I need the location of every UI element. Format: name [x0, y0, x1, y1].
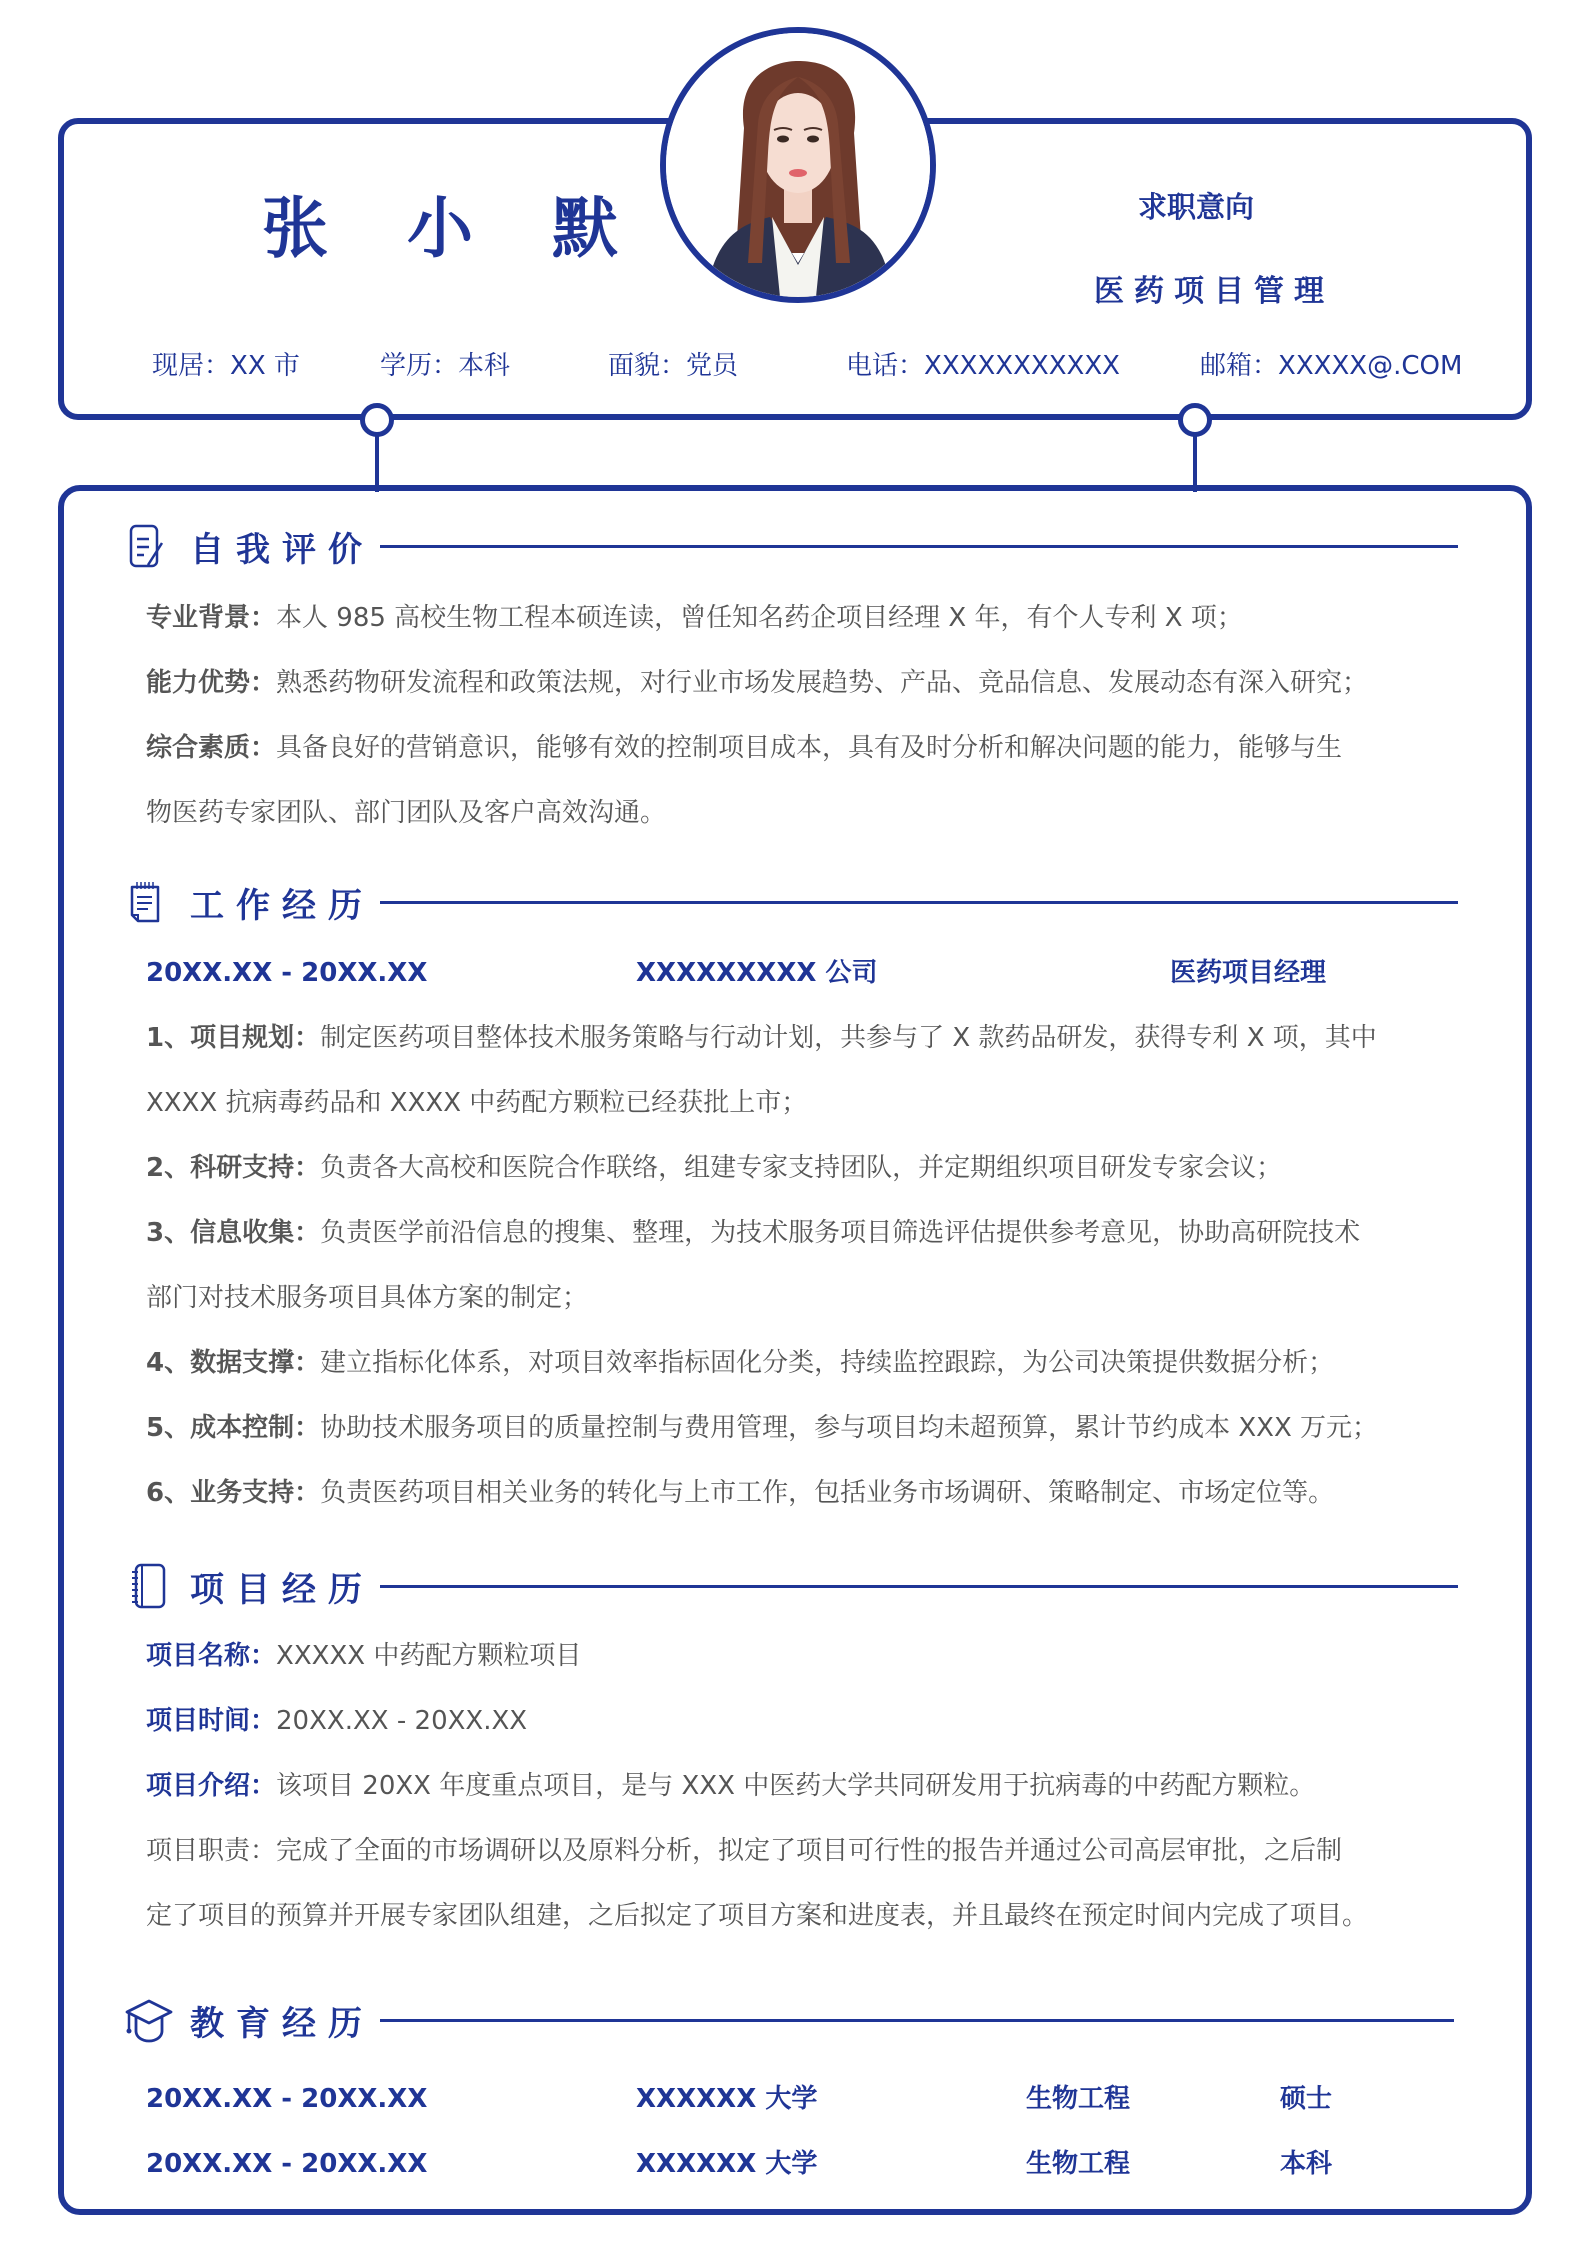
info-education — [380, 345, 510, 382]
info-label: 现居： — [152, 351, 231, 381]
edu-degree: 本科 — [1280, 2149, 1333, 2179]
edu-period: 20XX.XX - 20XX.XX — [146, 2149, 428, 2179]
item-text: 该项目 20XX 年度重点项目，是与 XXX 中医药大学共同研发用于抗病毒的中药配方颗粒。 — [276, 1771, 1316, 1801]
item-key: 专业背景： — [146, 603, 277, 633]
project-time — [146, 1708, 527, 1734]
section-title: 教育经历 — [190, 2003, 374, 2044]
item-text: 协助技术服务项目的质量控制与费用管理，参与项目均未超预算，累计节约成本 XXX 万元； — [320, 1413, 1379, 1443]
section-divider — [380, 901, 1458, 904]
section-education — [124, 1990, 1454, 2050]
work-duty-item — [146, 1155, 1282, 1181]
item-key: 3、信息收集： — [146, 1218, 321, 1248]
item-text: 负责各大高校和医院合作联络，组建专家支持团队，并定期组织项目研发专家会议； — [320, 1153, 1283, 1183]
notebook-icon — [128, 1563, 174, 1609]
work-duty-item — [146, 1220, 1360, 1246]
item-key: 1、项目规划： — [146, 1023, 321, 1053]
item-key: 4、数据支撑： — [146, 1348, 321, 1378]
edu-major: 生物工程 — [1026, 2149, 1131, 2179]
section-project-experience — [128, 1556, 1458, 1616]
section-divider — [380, 2019, 1454, 2022]
self-eval-item-continued: 物医药专家团队、部门团队及客户高效沟通。 — [146, 798, 667, 828]
info-value: XX 市 — [230, 351, 300, 381]
item-text: 负责医药项目相关业务的转化与上市工作，包括业务市场调研、策略制定、市场定位等。 — [320, 1478, 1335, 1508]
item-key: 5、成本控制： — [146, 1413, 321, 1443]
section-self-evaluation — [128, 516, 1458, 576]
self-eval-item — [146, 670, 1368, 696]
item-text: 本人 985 高校生物工程本硕连读，曾任知名药企项目经理 X 年，有个人专利 X 项； — [276, 603, 1243, 633]
avatar — [660, 27, 936, 303]
connector-stem-left — [375, 432, 379, 492]
graduation-cap-icon — [124, 1997, 174, 2043]
item-key: 项目名称： — [146, 1641, 277, 1671]
work-duty-item — [146, 1415, 1378, 1441]
section-divider — [380, 545, 1458, 548]
project-duty-line: 定了项目的预算并开展专家团队组建，之后拟定了项目方案和进度表，并且最终在预定时间内完成了项目。 — [146, 1901, 1369, 1931]
job-intent-value: 医药项目管理 — [1094, 274, 1334, 309]
item-text: 负责医学前沿信息的搜集、整理，为技术服务项目筛选评估提供参考意见，协助高研院技术 — [320, 1218, 1361, 1248]
edit-note-icon — [128, 523, 174, 569]
item-key: 6、业务支持： — [146, 1478, 321, 1508]
edu-degree: 硕士 — [1280, 2084, 1333, 2114]
candidate-name: 张 小 默 — [262, 190, 646, 267]
item-key: 综合素质： — [146, 733, 277, 763]
work-duty-item — [146, 1480, 1334, 1506]
info-email — [1200, 345, 1462, 382]
edu-major: 生物工程 — [1026, 2084, 1131, 2114]
work-period: 20XX.XX - 20XX.XX — [146, 958, 428, 988]
project-duty-line: 项目职责：完成了全面的市场调研以及原料分析，拟定了项目可行性的报告并通过公司高层审批，之后制 — [146, 1836, 1343, 1866]
notepad-icon — [128, 879, 174, 925]
item-key: 2、科研支持： — [146, 1153, 321, 1183]
connector-stem-right — [1193, 432, 1197, 492]
item-key: 项目时间： — [146, 1706, 277, 1736]
edu-period: 20XX.XX - 20XX.XX — [146, 2084, 428, 2114]
connector-node-right — [1178, 403, 1212, 437]
item-text: 制定医药项目整体技术服务策略与行动计划，共参与了 X 款药品研发，获得专利 X 项，其中 — [320, 1023, 1377, 1053]
section-title: 工作经历 — [190, 885, 374, 926]
item-text: 建立指标化体系，对项目效率指标固化分类，持续监控跟踪，为公司决策提供数据分析； — [320, 1348, 1335, 1378]
item-text: 具备良好的营销意识，能够有效的控制项目成本，具有及时分析和解决问题的能力，能够与生 — [276, 733, 1343, 763]
section-divider — [380, 1585, 1458, 1588]
section-work-experience — [128, 872, 1458, 932]
self-eval-item — [146, 605, 1243, 631]
item-key: 项目介绍： — [146, 1771, 277, 1801]
info-label: 电话： — [846, 351, 925, 381]
connector-node-left — [360, 403, 394, 437]
project-intro — [146, 1773, 1315, 1799]
self-eval-item — [146, 735, 1342, 761]
work-duty-item-continued: 部门对技术服务项目具体方案的制定； — [146, 1283, 589, 1313]
item-text: 熟悉药物研发流程和政策法规，对行业市场发展趋势、产品、竞品信息、发展动态有深入研究； — [276, 668, 1369, 698]
item-key: 能力优势： — [146, 668, 277, 698]
info-phone — [846, 345, 1120, 382]
info-label: 邮箱： — [1200, 351, 1279, 381]
info-value: 本科 — [458, 351, 511, 381]
info-label: 面貌： — [608, 351, 687, 381]
info-value: XXXXX@.COM — [1278, 351, 1463, 381]
work-company: XXXXXXXXX 公司 — [636, 958, 878, 988]
section-title: 自我评价 — [190, 529, 374, 570]
work-duty-item-continued: XXXX 抗病毒药品和 XXXX 中药配方颗粒已经获批上市； — [146, 1088, 808, 1118]
work-duty-item — [146, 1350, 1334, 1376]
portrait-illustration-icon — [666, 33, 930, 297]
info-value: XXXXXXXXXXX — [924, 351, 1120, 381]
project-name — [146, 1643, 581, 1669]
info-label: 学历： — [380, 351, 459, 381]
info-political-status — [608, 345, 738, 382]
job-intent-label: 求职意向 — [1138, 190, 1255, 224]
work-duty-item — [146, 1025, 1377, 1051]
item-text: XXXXX 中药配方颗粒项目 — [276, 1641, 582, 1671]
edu-school: XXXXXX 大学 — [636, 2084, 818, 2114]
work-position: 医药项目经理 — [1170, 958, 1327, 988]
info-value: 党员 — [686, 351, 739, 381]
info-location — [152, 345, 300, 382]
item-text: 20XX.XX - 20XX.XX — [276, 1706, 528, 1736]
edu-school: XXXXXX 大学 — [636, 2149, 818, 2179]
section-title: 项目经历 — [190, 1569, 374, 1610]
